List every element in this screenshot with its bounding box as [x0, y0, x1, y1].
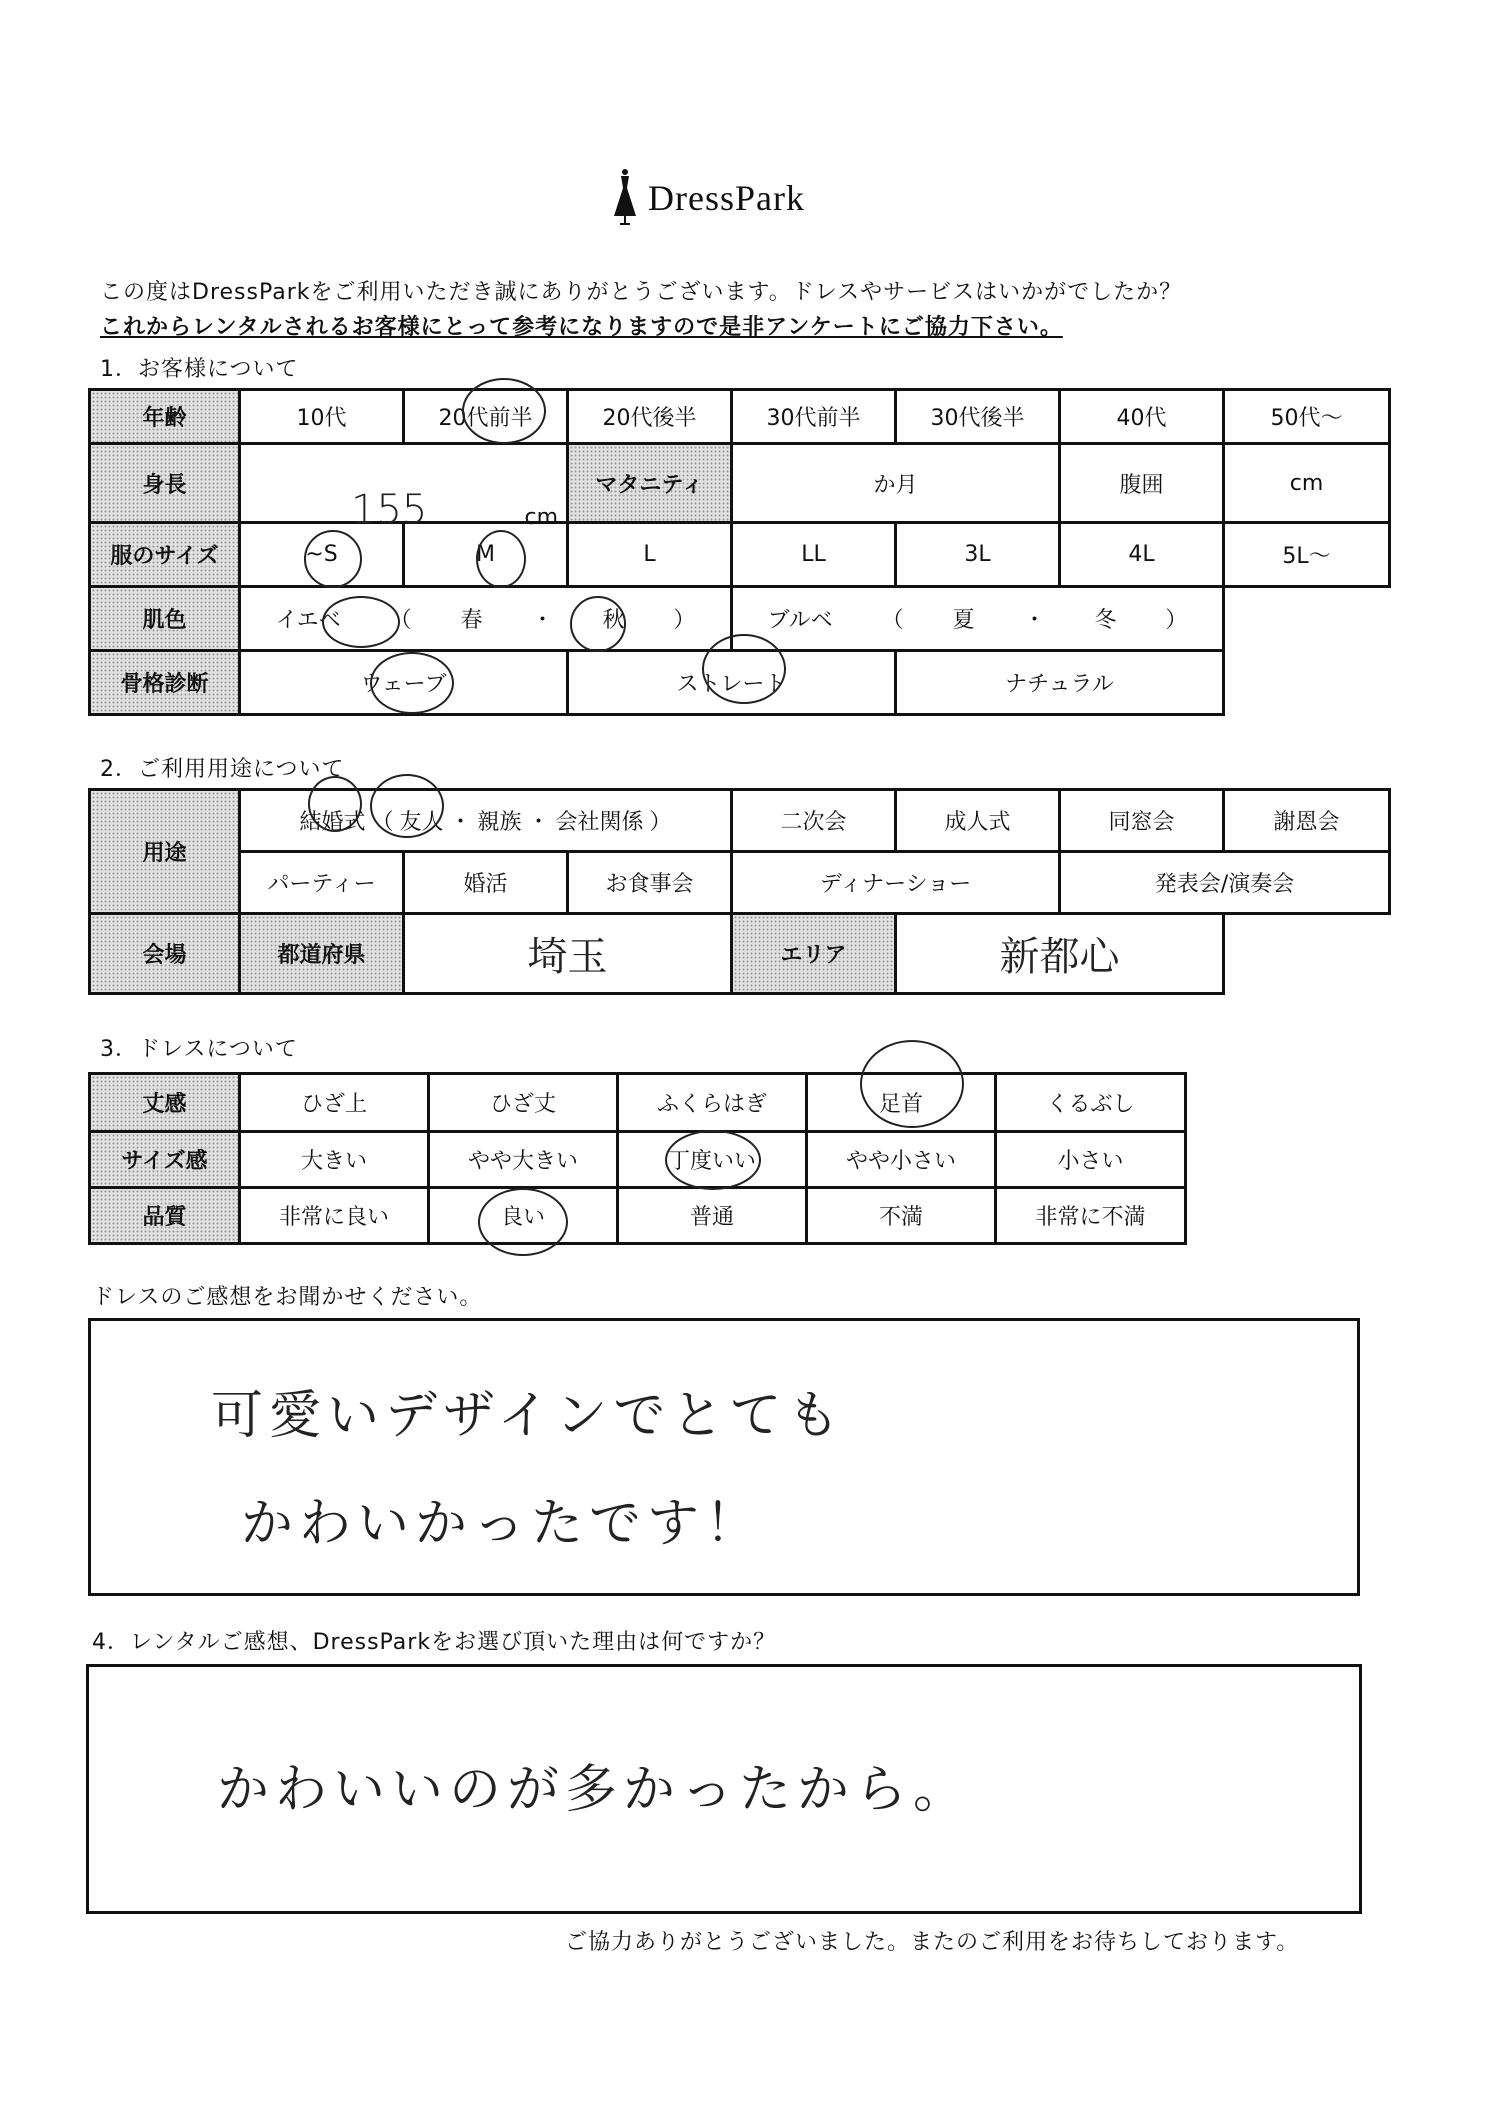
skin-yellow[interactable]: イエベ [275, 608, 341, 633]
section4-title: 4．レンタルご感想、DressParkをお選び頂いた理由は何ですか？ [92, 1630, 777, 1655]
quality-option[interactable]: 普通 [618, 1188, 807, 1244]
prefecture-field[interactable] [404, 914, 732, 994]
skin-season[interactable]: 秋 [602, 608, 625, 633]
selection-circle-yellow [322, 596, 400, 648]
section3-title: 3．ドレスについて [100, 1037, 298, 1062]
purpose-option[interactable]: 謝恩会 [1224, 790, 1390, 852]
size-option[interactable]: M [404, 523, 568, 587]
prefecture-label: 都道府県 [240, 914, 404, 994]
impression-prompt: ドレスのご感想をお聞かせください。 [92, 1285, 483, 1310]
dress-table [88, 1072, 1187, 1245]
dress-row [90, 1188, 1186, 1244]
reason-answer: かわいいのが多かったから。 [217, 1760, 972, 1820]
age-option[interactable]: 20代後半 [568, 390, 732, 444]
frame-option[interactable]: ストレート [568, 651, 896, 715]
length-option[interactable]: ひざ上 [240, 1074, 429, 1132]
fit-option[interactable]: やや大きい [429, 1132, 618, 1188]
skin-blue[interactable]: ブルベ [767, 608, 833, 633]
selection-circle-wave [370, 652, 454, 714]
age-label: 年齢 [90, 390, 240, 444]
quality-label: 品質 [90, 1188, 240, 1244]
purpose-option[interactable]: 発表会/演奏会 [1060, 852, 1390, 914]
usage-table [88, 788, 1391, 995]
waist-label: 腹囲 [1060, 444, 1224, 523]
age-option[interactable]: 50代～ [1224, 390, 1390, 444]
skin-season[interactable]: 冬 [1094, 608, 1117, 633]
reason-box[interactable] [86, 1664, 1362, 1914]
height-value: 155 [351, 487, 428, 533]
impression-answer-line: 可愛いデザインでとても [211, 1386, 846, 1446]
quality-option[interactable]: 良い [429, 1188, 618, 1244]
quality-option[interactable]: 非常に不満 [996, 1188, 1186, 1244]
waist-field[interactable] [1224, 444, 1390, 523]
brand-logo [612, 168, 805, 228]
maternity-months-field[interactable] [732, 444, 1060, 523]
height-row [90, 444, 1390, 523]
impression-box[interactable] [88, 1318, 1360, 1596]
size-option[interactable]: 5L～ [1224, 523, 1390, 587]
fit-option[interactable]: やや小さい [807, 1132, 996, 1188]
purpose-option[interactable]: お食事会 [568, 852, 732, 914]
age-option[interactable]: 30代前半 [732, 390, 896, 444]
purpose-option[interactable]: 成人式 [896, 790, 1060, 852]
purpose-label: 用途 [90, 790, 240, 914]
size-row [90, 523, 1390, 587]
size-option[interactable]: L [568, 523, 732, 587]
wedding-detail[interactable]: 会社関係 [555, 810, 644, 835]
fit-option[interactable]: 丁度いい [618, 1132, 807, 1188]
length-option[interactable]: ふくらはぎ [618, 1074, 807, 1132]
purpose-option[interactable]: 同窓会 [1060, 790, 1224, 852]
closing-text: ご協力ありがとうございました。またのご利用をお待ちしております。 [565, 1930, 1300, 1955]
intro-text: この度はDressParkをご利用いただき誠にありがとうございます。ドレスやサービスはいかがでしたか？ [100, 280, 1183, 305]
height-unit: cm [524, 505, 558, 530]
frame-option[interactable]: ウェーブ [240, 651, 568, 715]
area-label: エリア [732, 914, 896, 994]
dress-row [90, 1074, 1186, 1132]
size-label: 服のサイズ [90, 523, 240, 587]
length-option[interactable]: ひざ丈 [429, 1074, 618, 1132]
size-option[interactable]: 3L [896, 523, 1060, 587]
age-option[interactable]: 20代前半 [404, 390, 568, 444]
length-option[interactable]: くるぶし [996, 1074, 1186, 1132]
purpose-option[interactable]: 婚活 [404, 852, 568, 914]
intro-request: これからレンタルされるお客様にとって参考になりますので是非アンケートにご協力下さい。 [100, 315, 1063, 340]
venue-label: 会場 [90, 914, 240, 994]
area-value: 新都心 [999, 934, 1120, 980]
frame-label: 骨格診断 [90, 651, 240, 715]
purpose-row-2 [90, 852, 1390, 914]
impression-answer-line: かわいかったです！ [241, 1494, 764, 1554]
wedding-cell[interactable]: 結婚式 （ 友人 ・ 親族 ・ 会社関係 ） [240, 790, 732, 852]
selection-circle-straight [702, 634, 786, 704]
selection-circle-size-m [476, 530, 526, 588]
area-field[interactable] [896, 914, 1224, 994]
venue-row [90, 914, 1390, 994]
purpose-option[interactable]: 二次会 [732, 790, 896, 852]
purpose-option[interactable]: パーティー [240, 852, 404, 914]
skin-season[interactable]: 夏 [952, 608, 975, 633]
selection-circle-just-right [665, 1130, 761, 1190]
fit-label: サイズ感 [90, 1132, 240, 1188]
fit-option[interactable]: 小さい [996, 1132, 1186, 1188]
size-option[interactable]: LL [732, 523, 896, 587]
wedding-option[interactable]: 結婚式 [299, 810, 366, 835]
brand-name: DressPark [648, 178, 805, 218]
selection-circle-friend [370, 774, 444, 838]
purpose-option[interactable]: ディナーショー [732, 852, 1060, 914]
dress-icon [612, 168, 638, 228]
months-unit: か月 [873, 472, 918, 498]
size-option[interactable]: 4L [1060, 523, 1224, 587]
section2-title: 2．ご利用用途について [100, 757, 345, 782]
selection-circle-size-s [304, 530, 362, 588]
section1-title: 1．お客様について [100, 357, 299, 382]
age-option[interactable]: 30代後半 [896, 390, 1060, 444]
fit-option[interactable]: 大きい [240, 1132, 429, 1188]
height-label: 身長 [90, 444, 240, 523]
frame-option[interactable]: ナチュラル [896, 651, 1224, 715]
size-option[interactable]: ~S [240, 523, 404, 587]
purpose-row-1 [90, 790, 1390, 852]
age-option[interactable]: 10代 [240, 390, 404, 444]
selection-circle-autumn [570, 596, 626, 652]
selection-circle-age [462, 378, 546, 444]
skin-blue-cell[interactable]: ブルベ （ 夏 ・ 冬 ） [732, 587, 1224, 651]
quality-option[interactable]: 不満 [807, 1188, 996, 1244]
selection-circle-wedding [308, 776, 362, 832]
selection-circle-ankle [860, 1040, 964, 1128]
age-option[interactable]: 40代 [1060, 390, 1224, 444]
maternity-label: マタニティ [568, 444, 732, 523]
dress-row [90, 1132, 1186, 1188]
skin-label: 肌色 [90, 587, 240, 651]
skin-season[interactable]: 春 [460, 608, 483, 633]
length-option[interactable]: 足首 [807, 1074, 996, 1132]
quality-option[interactable]: 非常に良い [240, 1188, 429, 1244]
selection-circle-good [478, 1188, 568, 1256]
wedding-detail[interactable]: 親族 [477, 810, 522, 835]
waist-unit: cm [1289, 470, 1324, 496]
length-label: 丈感 [90, 1074, 240, 1132]
prefecture-value: 埼玉 [527, 934, 608, 980]
wedding-detail[interactable]: 友人 [399, 810, 444, 835]
skin-yellow-cell[interactable]: イエベ （ 春 ・ 秋 ） [240, 587, 732, 651]
height-field[interactable] [240, 444, 568, 533]
age-row [90, 390, 1390, 444]
